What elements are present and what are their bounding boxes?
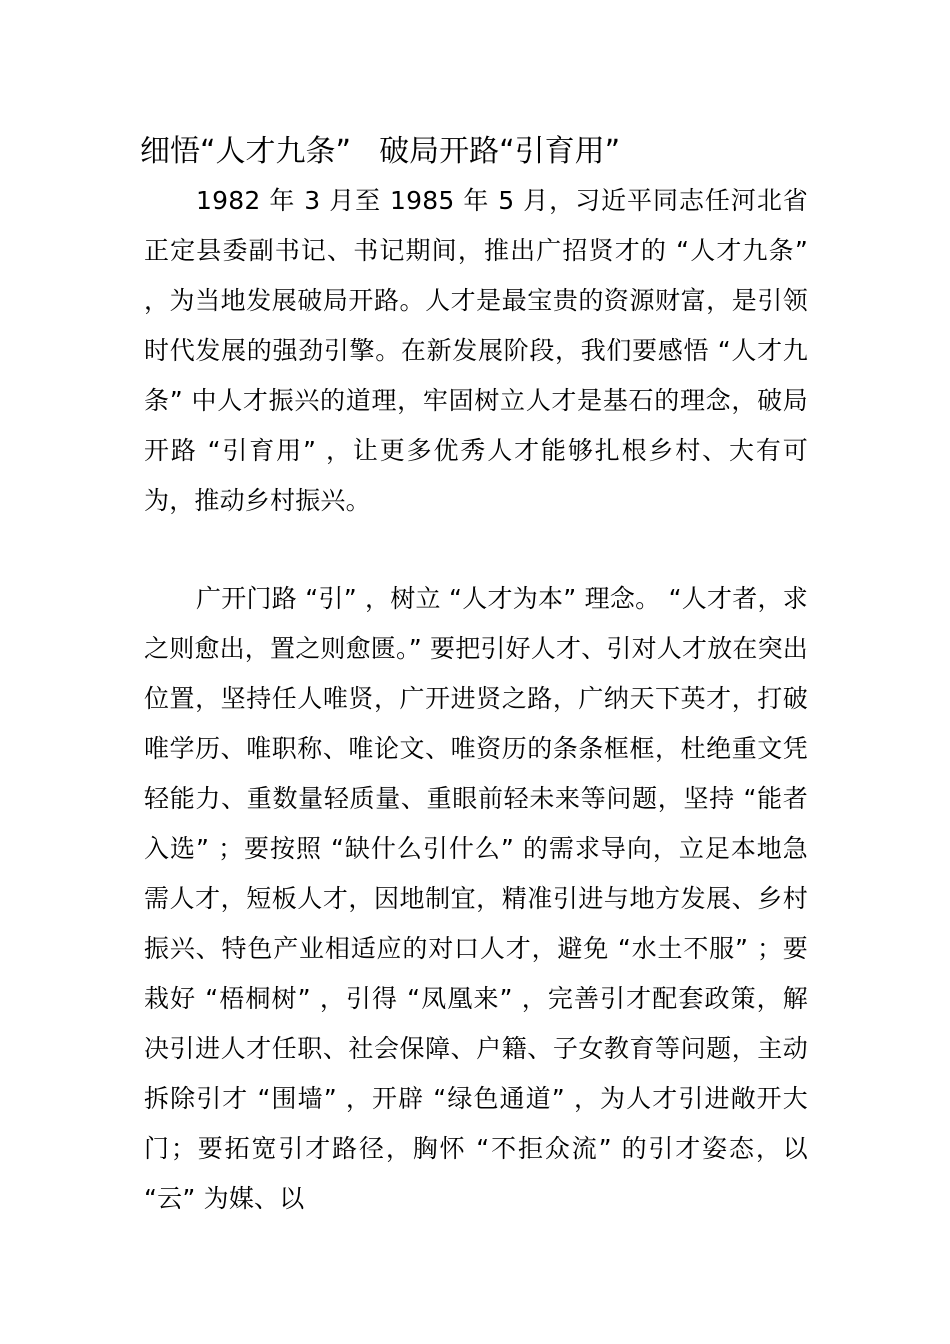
title-part-1: 细悟“人才九条” bbox=[140, 134, 352, 169]
document-title bbox=[140, 126, 820, 178]
title-part-2: 破局开路“引育用” bbox=[379, 134, 621, 169]
paragraph-1: 1982 年 3 月至 1985 年 5 月，习近平同志任河北省正定县委副书记、书记期间，推出广招贤才的 “人才九条” ，为当地发展破局开路。人才是最宝贵的资源财富，是引领时代发展的强劲引擎。在新发展阶段，我们要感悟 “人才九条” 中人才振兴的道理，牢固树立人才是基石的理念，破局开路 “引育用” ，让更多优秀人才能够扎根乡村、大有可为，推动乡村振兴。 bbox=[144, 186, 808, 515]
paragraph-2: 广开门路 “引” ，树立 “人才为本” 理念。 “人才者，求之则愈出，置之则愈匮。” 要把引好人才、引对人才放在突出位置，坚持任人唯贤，广开进贤之路，广纳天下英才，打破唯学历、唯职称、唯论文、唯资历的条条框框，杜绝重文凭轻能力、重数量轻质量、重眼前轻未来等问题，坚持 “能者入选” ；要按照 “缺什么引什么” 的需求导向，立足本地急需人才，短板人才，因地制宜，精准引进与地方发展、乡村振兴、特色产业相适应的对口人才，避免 “水土不服” ；要栽好 “梧桐树” ，引得 “凤凰来” ，完善引才配套政策，解决引进人才任职、社会保障、户籍、子女教育等问题，主动拆除引才 “围墙” ，开辟 “绿色通道” ，为人才引进敞开大门；要拓宽引才路径，胸怀 “不拒众流” 的引才姿态，以 “云” 为媒、以 bbox=[144, 584, 809, 1213]
